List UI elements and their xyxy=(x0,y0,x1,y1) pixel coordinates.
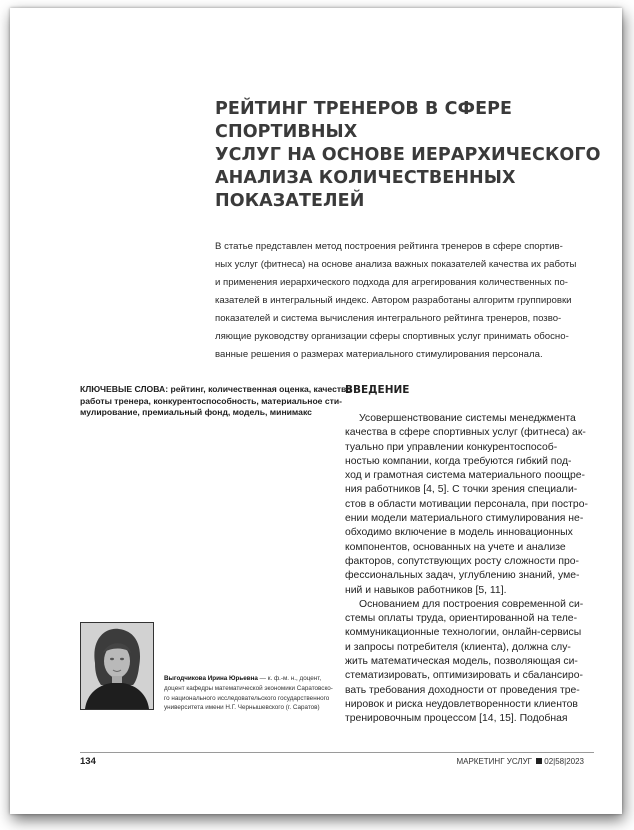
body-line: коммуникационные технологии, онлайн-сервисы xyxy=(345,627,582,639)
abstract-line: показателей и система вычисления интегрального рейтинга тренеров, позво- xyxy=(215,313,562,324)
body-line: компонентов, основанных на учете и анализе xyxy=(345,541,566,553)
author-name: Выгодчикова Ирина Юрьевна xyxy=(164,675,258,682)
author-degree: — к. ф.-м. н., доцент, xyxy=(257,675,322,682)
body-line: ния работников [4, 5]. С точки зрения специали- xyxy=(345,484,578,496)
page-number: 134 xyxy=(80,756,96,767)
body-line: Основанием для построения современной си- xyxy=(359,598,584,610)
square-bullet-icon xyxy=(536,758,542,764)
body-line: ении модели материального стимулирования не- xyxy=(345,513,584,525)
abstract-line: ванные решения о размерах материального стимулирования персонала. xyxy=(215,349,543,360)
author-line: университета имени Н.Г. Чернышевского (г. Саратов) xyxy=(164,704,320,712)
body-line: Усовершенствование системы менеджмента xyxy=(359,413,576,424)
title-line: АНАЛИЗА КОЛИЧЕСТВЕННЫХ ПОКАЗАТЕЛЕЙ xyxy=(215,168,516,211)
title-line: УСЛУГ НА ОСНОВЕ ИЕРАРХИЧЕСКОГО xyxy=(215,145,601,165)
journal-name: МАРКЕТИНГ УСЛУГ xyxy=(456,757,533,766)
abstract-line: и применения иерархического подхода для агрегирования количественных по- xyxy=(215,277,568,288)
section-heading-introduction: ВВЕДЕНИЕ xyxy=(345,384,410,396)
keywords-line: мулирование, премиальный фонд, модель, минимакс xyxy=(80,407,312,417)
keywords-line: работы тренера, конкурентоспособность, материальное сти- xyxy=(80,395,342,406)
abstract-line: ляющие руководству организации сферы спортивных услуг принимать обосно- xyxy=(215,331,569,342)
title-line: РЕЙТИНГ ТРЕНЕРОВ В СФЕРЕ СПОРТИВНЫХ xyxy=(215,99,513,142)
body-line: ход и грамотная система материального поощре- xyxy=(345,470,585,482)
body-line: фессиональных задач, углублению знаний, уме- xyxy=(345,570,580,582)
abstract-line: казателей в интегральный индекс. Автором разработаны алгоритм группировки xyxy=(215,295,572,306)
author-info xyxy=(164,674,334,713)
abstract xyxy=(215,238,599,364)
author-line: доцент кафедры математической экономики Саратовско- xyxy=(164,684,333,692)
body-line: стов в области мотивации персонала, при постро- xyxy=(345,498,588,510)
body-line: тренировочным процессом [14, 15]. Подобная xyxy=(345,713,568,725)
body-line: ний и навыков работников [5, 11]. xyxy=(345,584,507,596)
author-photo xyxy=(80,622,154,710)
body-line: и запросы потребителя (клиента), должна слу- xyxy=(345,641,571,653)
body-line: вать требования доходности от проведения тре- xyxy=(345,684,580,696)
body-line: жить математическая модель, позволяющая си- xyxy=(345,656,578,668)
abstract-line: В статье представлен метод построения рейтинга тренеров в сфере спортив- xyxy=(215,241,563,252)
body-line: стематизировать, оптимизировать и сбалансиро- xyxy=(345,670,583,682)
body-line: нировок и риска неудовлетворенности клиентов xyxy=(345,698,578,710)
journal-issue: 02|58|2023 xyxy=(544,757,584,766)
author-line: го национального исследовательского государственного xyxy=(164,694,330,702)
footer-divider xyxy=(80,752,594,753)
author-portrait-image xyxy=(81,623,153,709)
body-line: качества в сфере спортивных услуг (фитнеса) ак- xyxy=(345,427,586,439)
keywords-block xyxy=(80,384,352,419)
article-title xyxy=(215,98,615,213)
author-line xyxy=(164,674,334,684)
article-body xyxy=(345,412,595,727)
keywords-line: КЛЮЧЕВЫЕ СЛОВА: рейтинг, количественная оценка, качество xyxy=(80,384,352,394)
body-line: обходимо включение в модель инновационных xyxy=(345,527,573,539)
body-line: ностью компании, когда требуются гибкий под- xyxy=(345,455,572,467)
abstract-line: ных услуг (фитнеса) на основе анализа важных показателей качества их работы xyxy=(215,259,577,270)
body-line: туально при управлении конкурентоспособ- xyxy=(345,441,558,453)
body-line: факторов, сопутствующих росту сложности про- xyxy=(345,555,579,567)
journal-footer xyxy=(456,757,584,766)
journal-page xyxy=(10,8,622,814)
body-line: стемы оплаты труда, ориентированной на теле- xyxy=(345,613,578,625)
